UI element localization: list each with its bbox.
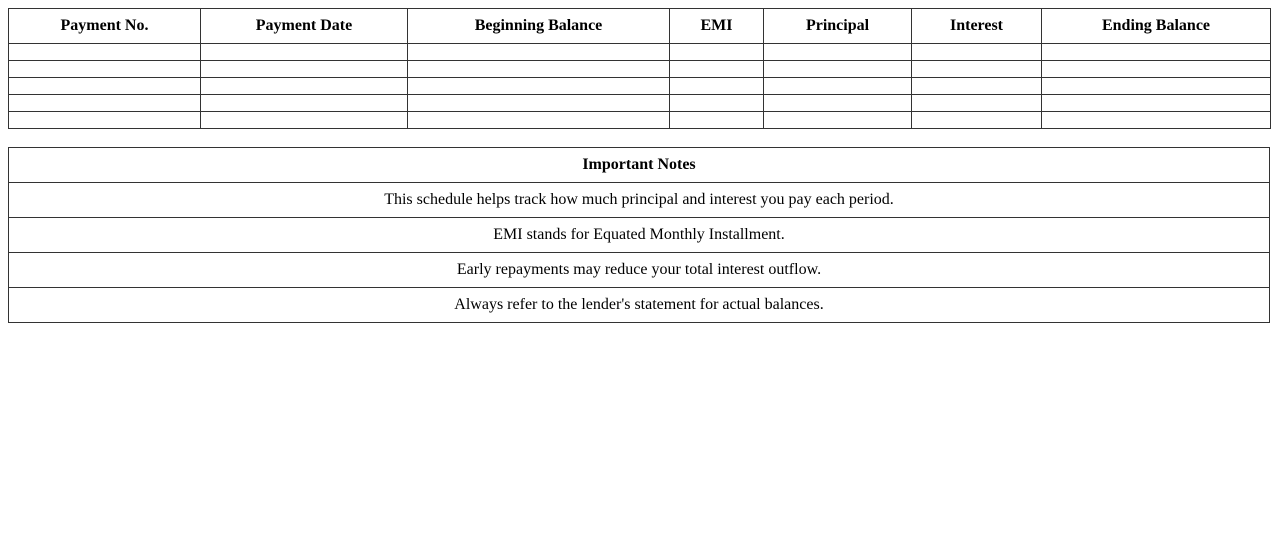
table-cell	[670, 61, 764, 78]
table-cell	[764, 95, 912, 112]
table-cell	[670, 78, 764, 95]
note-row	[9, 183, 1270, 218]
note-text: Early repayments may reduce your total interest outflow.	[9, 253, 1270, 288]
table-cell	[1042, 112, 1271, 129]
table-cell	[1042, 78, 1271, 95]
table-cell	[201, 61, 408, 78]
header-principal: Principal	[764, 9, 912, 44]
table-cell	[670, 44, 764, 61]
table-row	[9, 44, 1271, 61]
table-cell	[912, 61, 1042, 78]
table-cell	[201, 44, 408, 61]
table-cell	[670, 112, 764, 129]
table-cell	[912, 112, 1042, 129]
table-row	[9, 61, 1271, 78]
table-cell	[9, 78, 201, 95]
notes-header-row	[9, 148, 1270, 183]
header-beginning-balance: Beginning Balance	[408, 9, 670, 44]
header-ending-balance: Ending Balance	[1042, 9, 1271, 44]
amortization-schedule-table	[8, 8, 1271, 129]
table-cell	[9, 95, 201, 112]
table-cell	[201, 78, 408, 95]
table-cell	[201, 95, 408, 112]
table-cell	[764, 61, 912, 78]
note-text: Always refer to the lender's statement for actual balances.	[9, 288, 1270, 323]
table-cell	[764, 112, 912, 129]
table-cell	[408, 61, 670, 78]
table-cell	[1042, 44, 1271, 61]
table-cell	[408, 44, 670, 61]
table-cell	[912, 95, 1042, 112]
header-emi: EMI	[670, 9, 764, 44]
table-cell	[408, 78, 670, 95]
header-payment-no: Payment No.	[9, 9, 201, 44]
table-cell	[9, 112, 201, 129]
table-row	[9, 112, 1271, 129]
important-notes-table	[8, 147, 1270, 323]
header-interest: Interest	[912, 9, 1042, 44]
note-row	[9, 288, 1270, 323]
table-cell	[764, 44, 912, 61]
note-row	[9, 218, 1270, 253]
notes-title: Important Notes	[9, 148, 1270, 183]
table-cell	[9, 61, 201, 78]
note-text: EMI stands for Equated Monthly Installment.	[9, 218, 1270, 253]
table-cell	[201, 112, 408, 129]
header-payment-date: Payment Date	[201, 9, 408, 44]
table-cell	[408, 95, 670, 112]
table-row	[9, 78, 1271, 95]
table-cell	[670, 95, 764, 112]
table-cell	[912, 78, 1042, 95]
table-cell	[1042, 61, 1271, 78]
table-cell	[408, 112, 670, 129]
table-cell	[1042, 95, 1271, 112]
table-cell	[9, 44, 201, 61]
note-text: This schedule helps track how much principal and interest you pay each period.	[9, 183, 1270, 218]
table-header-row	[9, 9, 1271, 44]
table-cell	[764, 78, 912, 95]
note-row	[9, 253, 1270, 288]
table-cell	[912, 44, 1042, 61]
table-row	[9, 95, 1271, 112]
